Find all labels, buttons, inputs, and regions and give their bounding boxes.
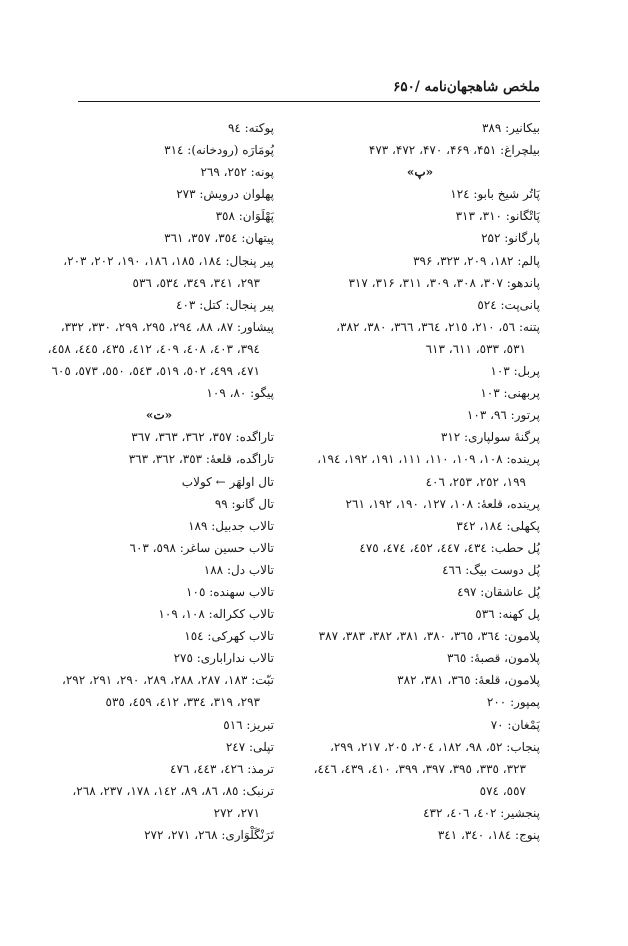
- index-entry: پُل حطب: ٤۳٤، ٤٤۷، ٤٥۲، ٤۷٤، ٤۷٥: [359, 540, 540, 555]
- index-entry: پیشاور: ۸۷، ۸۸، ۲۹٤، ۲۹٥، ۲۹۹، ۳۳۰، ۳۳۲،: [60, 319, 274, 334]
- index-entry: تَرَنْگَلْوَاری: ۲٦۸، ۲۷۱، ۲۷۲: [144, 828, 274, 842]
- index-entry: بیکانیر: ۳۸۹: [481, 121, 540, 135]
- index-entry: پنجشیر: ٤۰۲، ٤۰٦، ٤۳۲: [423, 805, 540, 820]
- index-entry-continuation: ۱۹۹، ۲٥۲، ۲٥۳، ٤۰٦: [425, 474, 526, 489]
- index-entry: پرگنهٔ سولپاری: ۳۱۲: [440, 430, 540, 445]
- index-entry: تالاب کهرکی: ۱٥٤: [184, 629, 274, 644]
- index-entry: پربل: ۱۰۳: [490, 364, 540, 379]
- index-entry: پَاتُر شیخ بابو: ۱۲٤: [450, 187, 540, 202]
- index-entry: پهلوان درویش: ۲۷۳: [176, 187, 274, 202]
- index-entry: پتنه: ٥٦، ۲۱۰، ۲۱٥، ۳٦٤، ۳٦٦، ۳۸۰، ۳۸۲،: [336, 319, 540, 334]
- section-letter-heading: «پ»: [406, 165, 434, 180]
- index-entry: تالاب دل: ۱۸۸: [203, 562, 274, 577]
- index-entry: پیر پنجال: ۱۸٤، ۱۸٥، ۱۸٦، ۱۹۰، ۲۰۲، ۲۰۳،: [63, 253, 274, 268]
- index-entry: تالاب حسین ساغر: ٥۹۸، ٦۰۳: [129, 540, 274, 555]
- index-entry: تبریز: ٥۱٦: [223, 717, 274, 732]
- index-entry: پکهلی: ۱۸٤، ۳٤۲: [456, 518, 540, 533]
- index-entry: پمپور: ۲۰۰: [486, 695, 540, 710]
- index-entry: پنجاب: ٥۲، ۹۸، ۱۸۲، ۲۰٤، ۲۰٥، ۲۱۷، ۲۹۹،: [329, 739, 540, 754]
- index-entry: تالاب سهنده: ۱۰٥: [186, 584, 274, 599]
- index-entry-continuation: ٥۳۱، ٥۳۳، ٦۱۱، ٦۱۳: [425, 341, 526, 356]
- index-entry: پلامون، قلعهٔ: ۳٦٥، ۳۸۱، ۳۸۲: [397, 673, 540, 688]
- header-rule: [78, 101, 540, 102]
- index-entry: تپلی: ۲٤۷: [225, 739, 274, 754]
- index-entry: پیگو: ۸۰، ۱۰۹: [206, 386, 274, 401]
- index-entry: ترنبک: ۸٥، ۸٦، ۸۹، ۱٤۲، ۱۷۸، ۲۳۷، ۲٦۸،: [72, 783, 274, 798]
- index-entry: پرتور: ۹٦، ۱۰۳: [466, 408, 540, 423]
- index-entry: پُومَارَه (رودخانه): ۳۱٤: [164, 143, 274, 158]
- index-entry: پُل عاشقان: ٤۹۷: [457, 584, 540, 599]
- index-entry: پنوج: ۱۸٤، ۳٤۰، ۳٤۱: [437, 828, 540, 842]
- index-entry: پَهْلَوَان: ۳٥۸: [215, 209, 274, 224]
- index-entry: پَمْغان: ۷۰: [490, 717, 540, 732]
- index-column-left: [44, 117, 274, 846]
- index-entry: پُل دوست بیگ: ٤٦٦: [442, 562, 540, 577]
- index-entry: پیر پنجال: کتل: ٤۰۳: [176, 297, 274, 312]
- index-entry: پل کهنه: ٥۳٦: [475, 607, 540, 622]
- index-entry-continuation: ۳۲۳، ۳۳٥، ۳۹٥، ۳۹۷، ۳۹۹، ٤۱۰، ٤۳۹، ٤٤٦،: [313, 761, 526, 776]
- index-entry-continuation: ۲۷۱، ۲۷۲: [213, 805, 260, 820]
- index-entry: پلامون: ۳٦٤، ۳٦٥، ۳۸۰، ۳۸۱، ۳۸۲، ۳۸۳، ۳۸۷: [318, 629, 540, 644]
- index-entry: تالاب نداراباری: ۲۷٥: [173, 651, 274, 666]
- index-entry: پیتهان: ۳٥٤، ۳٥۷، ۳٦۱: [164, 231, 274, 246]
- index-entry: تال اولهَر ← کولاب: [181, 474, 274, 489]
- index-column-right: [300, 117, 540, 846]
- index-entry: پاندهو: ۳۰۷، ۳۰۸، ۳۰۹، ۳۱۱، ۳۱۶، ۳۱۷: [348, 275, 540, 290]
- index-entry: تالاب ککراله: ۱۰۸، ۱۰۹: [158, 607, 274, 622]
- running-header: ملخص شاهجهان‌نامه /۶۵۰: [393, 79, 540, 95]
- index-entry: تاراگده: ۳٥۷، ۳٦۲، ۳٦۳، ۳٦۷: [131, 430, 274, 445]
- index-entry: پالم: ۱۸۲، ۲۰۹، ۳۲۳، ۳۹۶: [413, 253, 540, 268]
- index-entry: پرینده، قلعهٔ: ۱۰۸، ۱۲۷، ۱۹۰، ۱۹۲، ۲٦۱: [345, 496, 540, 511]
- index-entry-continuation: ۲۹۳، ۳۱۹، ۳۳٤، ٤۱۲، ٤٥۹، ٥۳٥: [105, 695, 260, 710]
- index-entry: پربهنی: ۱۰۳: [480, 386, 540, 401]
- index-entry: پارگانو: ۲۵۲: [481, 231, 540, 246]
- index-entry: تال گانو: ۹۹: [214, 496, 274, 511]
- section-letter-heading: «ت»: [145, 408, 173, 423]
- index-entry-continuation: ٤۷۱، ٤۹۹، ٥۰۲، ٥۱۹، ٥٤۳، ٥٥۰، ٥۷۳، ٦۰٥: [51, 364, 260, 379]
- index-entry: تبّت: ۱۸۳، ۲۸۷، ۲۸۸، ۲۸۹، ۲۹۰، ۲۹۱، ۲۹۲،: [61, 673, 274, 688]
- index-entry: پونه: ۲٥۲، ۲٦۹: [200, 165, 274, 180]
- index-entry-continuation: ۳۹٤، ٤۰۳، ٤۰۸، ٤۰۹، ٤۱۲، ٤۳٥، ٤٤٥، ٤٥۸،: [47, 341, 260, 356]
- index-entry: پَاتْگانو: ۳۱۰، ۳۱۳: [455, 209, 540, 224]
- index-entry: پوکته: ۹٤: [227, 121, 274, 135]
- index-entry: تالاب جدبیل: ۱۸۹: [188, 518, 274, 533]
- index-entry-continuation: ٥٥۷، ٥۷٤: [479, 783, 526, 798]
- index-entry: پلامون، قصبهٔ: ۳٦٥: [446, 651, 540, 666]
- index-entry: پانی‌پت: ٥٢٤: [477, 297, 540, 312]
- index-entry: بیلچراغ: ۴۵۱، ۴۶۹، ۴۷۰، ۴۷۲، ۴۷۳: [368, 143, 540, 158]
- index-entry-continuation: ۲۹۳، ۳٤۱، ۳٤۹، ٥۳٤، ٥۳٦: [132, 275, 260, 290]
- index-entry: پرینده: ۱۰۸، ۱۰۹، ۱۱۰، ۱۱۱، ۱۹۱، ۱۹۲، ۱۹٤،: [317, 452, 540, 467]
- index-entry: ترمذ: ٤۲٦، ٤٤۳، ٤۷٦: [170, 761, 274, 776]
- index-entry: تاراگده، قلعهٔ: ۳٥۳، ۳٦۲، ۳٦۳: [128, 452, 274, 467]
